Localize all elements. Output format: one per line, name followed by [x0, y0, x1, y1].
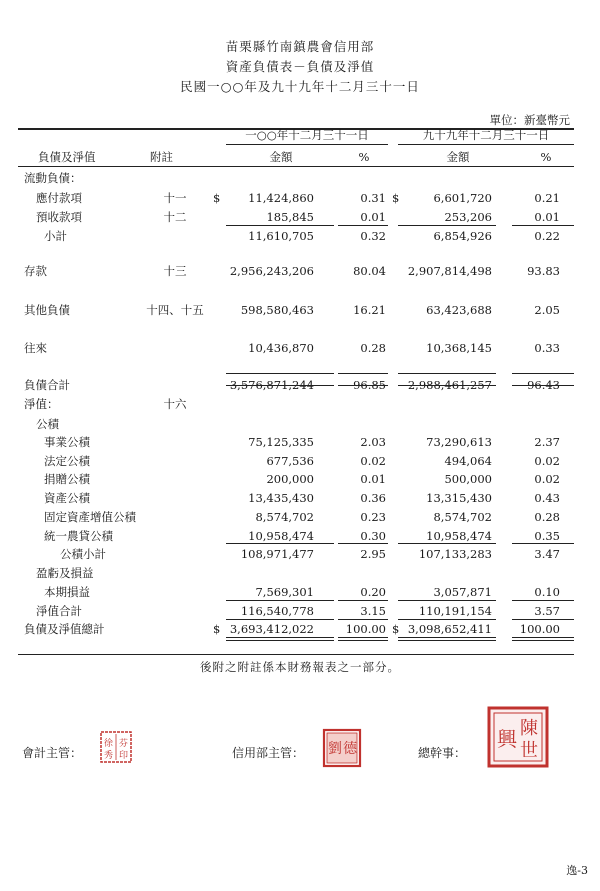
pct-2011: 2.03 [360, 435, 386, 449]
pct-2011: 80.04 [353, 264, 386, 278]
pct-2011: 2.95 [360, 547, 386, 561]
pct-rule-2010 [512, 637, 574, 638]
amount-2010: 2,907,814,498 [407, 264, 492, 278]
pct-2010: 0.28 [534, 510, 560, 524]
svg-text:芬: 芬 [118, 739, 129, 749]
pct-2010: 93.83 [527, 264, 560, 278]
pct-2010: 3.47 [534, 547, 560, 561]
footnote: 後附之附註係本財務報表之一部分。 [200, 660, 400, 674]
amount-rule-2011 [226, 373, 334, 374]
pct-rule-2010 [512, 373, 574, 374]
amount-rule-2011 [226, 640, 334, 641]
amount-rule-2010 [398, 640, 496, 641]
general-manager-label: 總幹事： [418, 746, 467, 760]
amount-2011: 13,435,430 [248, 491, 314, 505]
amount-2011: 185,845 [266, 210, 314, 224]
amount-2011: 598,580,463 [240, 303, 314, 317]
row-note-ref: 十三 [163, 264, 187, 278]
amount-rule-2011 [226, 385, 334, 386]
amount-2010: 10,958,474 [426, 529, 492, 543]
svg-text:世: 世 [520, 740, 538, 761]
pct-2011: 0.32 [360, 229, 386, 243]
amount-2010: 500,000 [444, 472, 492, 486]
currency-symbol: $ [392, 191, 400, 205]
row-label: 預收款項 [36, 210, 82, 224]
row-note-ref: 十四、十五 [146, 303, 204, 317]
amount-2010: 2,988,461,257 [407, 378, 492, 392]
pct-2010: 0.01 [534, 210, 560, 224]
row-label: 淨值： [24, 397, 59, 411]
credit-dept-supervisor-label: 信用部主管： [232, 746, 305, 760]
credit-dept-seal-icon [322, 728, 362, 768]
header-bottom-rule [18, 166, 574, 167]
pct-2010: 0.33 [534, 341, 560, 355]
amount-2011: 10,436,870 [248, 341, 314, 355]
pct-rule-2011 [338, 600, 388, 601]
pct-2011: 0.36 [360, 491, 386, 505]
pct-rule-2010 [512, 600, 574, 601]
statement-title: 資產負債表－負債及淨值 [225, 59, 375, 74]
pct-rule-2010 [512, 225, 574, 226]
currency-unit: 單位：新臺幣元 [489, 113, 570, 127]
amount-rule-2010 [398, 225, 496, 226]
pct-2011: 16.21 [353, 303, 386, 317]
row-label: 公積 [36, 417, 59, 431]
amount-2011: 116,540,778 [240, 604, 314, 618]
amount-2011: 11,610,705 [248, 229, 314, 243]
pct-2011: 0.31 [360, 191, 386, 205]
pct-2010: 100.00 [519, 622, 560, 636]
period2-header: 九十九年十二月三十一日 [422, 128, 550, 142]
accounting-supervisor-label: 會計主管： [22, 746, 83, 760]
amount-2011: 3,693,412,022 [229, 622, 314, 636]
pct-rule-2011 [338, 385, 388, 386]
row-label: 法定公積 [44, 454, 90, 468]
amount-rule-2011 [226, 637, 334, 638]
amount-2010: 6,854,926 [433, 229, 492, 243]
amount-2011: 200,000 [266, 472, 314, 486]
amount-2011: 75,125,335 [248, 435, 314, 449]
pct-2010: 0.02 [534, 472, 560, 486]
pct-2011: 0.30 [360, 529, 386, 543]
amount-rule-2010 [398, 373, 496, 374]
item-column-header: 負債及淨值 [38, 150, 96, 164]
row-label: 資產公積 [44, 491, 90, 505]
row-label: 負債合計 [24, 378, 70, 392]
amount-rule-2010 [398, 543, 496, 544]
svg-text:秀: 秀 [103, 751, 114, 761]
amount-rule-2011 [226, 619, 334, 620]
period1-underline [226, 144, 388, 145]
svg-text:興: 興 [497, 727, 517, 751]
pct-rule-2010 [512, 543, 574, 544]
pct-2010: 0.35 [534, 529, 560, 543]
amount-rule-2010 [398, 385, 496, 386]
pct-2011: 0.23 [360, 510, 386, 524]
pct-2010: 2.05 [534, 303, 560, 317]
pct-rule-2011 [338, 225, 388, 226]
svg-text:劉: 劉 [328, 741, 342, 757]
amount-2011: 108,971,477 [240, 547, 314, 561]
pct-rule-2011 [338, 619, 388, 620]
period2-underline [398, 144, 574, 145]
currency-symbol: $ [213, 622, 221, 636]
amount-2011: 3,576,871,244 [229, 378, 314, 392]
pct-rule-2010 [512, 640, 574, 641]
amount-2010: 73,290,613 [426, 435, 492, 449]
amount-2010: 253,206 [444, 210, 492, 224]
row-label: 統一農貸公積 [44, 529, 113, 543]
pct-rule-2010 [512, 619, 574, 620]
amount-2011: 2,956,243,206 [229, 264, 314, 278]
pct-2011: 0.02 [360, 454, 386, 468]
row-label: 盈虧及損益 [36, 566, 94, 580]
pct-2010: 0.43 [534, 491, 560, 505]
row-label: 負債及淨值總計 [24, 622, 105, 636]
accounting-seal-icon [99, 730, 133, 764]
row-label: 固定資產增值公積 [44, 510, 136, 524]
page-number: 逸-3 [566, 864, 588, 877]
pct-rule-2011 [338, 637, 388, 638]
pct-rule-2010 [512, 385, 574, 386]
row-label: 存款 [24, 264, 47, 278]
amount-2010: 10,368,145 [426, 341, 492, 355]
amount-2011: 11,424,860 [248, 191, 314, 205]
svg-text:陳: 陳 [520, 718, 538, 739]
amount-rule-2011 [226, 600, 334, 601]
amount-2010: 6,601,720 [433, 191, 492, 205]
amount-2011: 7,569,301 [255, 585, 314, 599]
pct1-header: % [358, 150, 370, 164]
pct-2010: 0.10 [534, 585, 560, 599]
row-label: 事業公積 [44, 435, 90, 449]
row-note-ref: 十二 [163, 210, 187, 224]
pct-2011: 3.15 [360, 604, 386, 618]
note-column-header: 附註 [150, 150, 173, 164]
svg-text:徐: 徐 [103, 739, 114, 749]
row-label: 應付款項 [36, 191, 82, 205]
pct-2010: 0.02 [534, 454, 560, 468]
row-label: 其他負債 [24, 303, 70, 317]
amount-rule-2011 [226, 225, 334, 226]
pct-rule-2011 [338, 543, 388, 544]
amount-2011: 10,958,474 [248, 529, 314, 543]
currency-symbol: $ [213, 191, 221, 205]
organization-title: 苗栗縣竹南鎮農會信用部 [225, 39, 375, 54]
pct-2011: 0.28 [360, 341, 386, 355]
row-label: 小計 [44, 229, 67, 243]
pct-2011: 0.20 [360, 585, 386, 599]
amount-2011: 8,574,702 [255, 510, 314, 524]
row-label: 淨值合計 [36, 604, 82, 618]
row-label: 流動負債： [24, 171, 82, 185]
amount-2010: 3,057,871 [433, 585, 492, 599]
general-manager-seal-icon [487, 706, 549, 768]
svg-text:印: 印 [118, 751, 129, 761]
amount-rule-2010 [398, 637, 496, 638]
amount-2010: 494,064 [444, 454, 492, 468]
amount-2010: 8,574,702 [433, 510, 492, 524]
amount-2010: 13,315,430 [426, 491, 492, 505]
pct-2010: 3.57 [534, 604, 560, 618]
svg-text:德: 德 [343, 741, 357, 757]
amount-2010: 63,423,688 [426, 303, 492, 317]
pct-rule-2011 [338, 640, 388, 641]
period1-header: 一○○年十二月三十一日 [245, 128, 369, 142]
pct-2011: 100.00 [345, 622, 386, 636]
currency-symbol: $ [392, 622, 400, 636]
footnote-rule [18, 654, 574, 655]
pct-rule-2011 [338, 373, 388, 374]
amount-2011: 677,536 [266, 454, 314, 468]
row-label: 捐贈公積 [44, 472, 90, 486]
row-note-ref: 十一 [163, 191, 187, 205]
amount1-header: 金額 [269, 150, 293, 164]
row-label: 本期損益 [44, 585, 90, 599]
pct-2010: 0.21 [534, 191, 560, 205]
amount-2010: 3,098,652,411 [407, 622, 492, 636]
pct2-header: % [540, 150, 552, 164]
pct-2010: 0.22 [534, 229, 560, 243]
pct-2011: 0.01 [360, 210, 386, 224]
pct-2010: 96.43 [527, 378, 560, 392]
row-label: 公積小計 [60, 547, 106, 561]
pct-2010: 2.37 [534, 435, 560, 449]
amount-rule-2010 [398, 619, 496, 620]
amount-rule-2011 [226, 543, 334, 544]
row-label: 往來 [24, 341, 47, 355]
amount-rule-2010 [398, 600, 496, 601]
pct-2011: 0.01 [360, 472, 386, 486]
pct-2011: 96.85 [353, 378, 386, 392]
row-note-ref: 十六 [163, 397, 187, 411]
amount-2010: 110,191,154 [418, 604, 492, 618]
amount-2010: 107,133,283 [418, 547, 492, 561]
statement-date: 民國一○○年及九十九年十二月三十一日 [180, 79, 420, 94]
amount2-header: 金額 [446, 150, 470, 164]
